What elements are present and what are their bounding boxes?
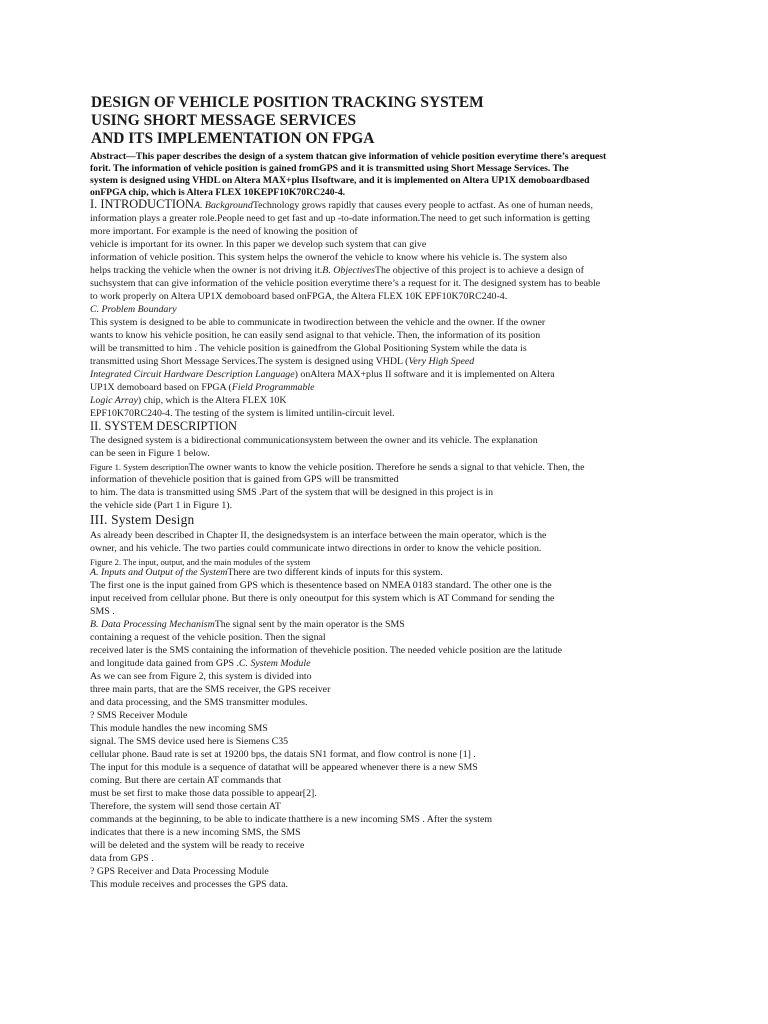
body-line: vehicle is important for its owner. In this paper we develop such system that can give: [90, 239, 427, 250]
body-line: This module handles the new incoming SMS: [90, 723, 268, 734]
body-line: signal. The SMS device used here is Siemens C35: [90, 736, 289, 747]
abstract-line: onFPGA chip, which is Altera FLEX 10KEPF10K70RC240-4.: [90, 187, 346, 198]
intro-line: [90, 198, 680, 212]
body-line: will be deleted and the system will be ready to receive: [90, 840, 305, 851]
body-line: [90, 356, 680, 368]
body-line: suchsystem that can give information of the vehicle position everytime there’s a request for it. The designed system has to beable: [90, 278, 601, 289]
list-item-gps-receiver-module: ? GPS Receiver and Data Processing Module: [90, 866, 269, 877]
body-line: containing a request of the vehicle position. Then the signal: [90, 632, 326, 643]
body-text: The objective of this project is to achieve a design of: [374, 265, 584, 276]
body-line: to him. The data is transmitted using SMS .Part of the system that will be designed in this project is in: [90, 487, 494, 498]
subsection-heading-inputs-outputs: A. Inputs and Output of the System: [90, 567, 228, 578]
subsection-heading-objectives: B. Objectives: [322, 265, 375, 276]
list-item-sms-receiver-module: ? SMS Receiver Module: [90, 710, 188, 721]
body-line: The designed system is a bidirectional communicationsystem between the owner and its vehicle. The explanation: [90, 435, 538, 446]
body-text: ) chip, which is the Altera FLEX 10K: [137, 395, 287, 406]
body-line: cellular phone. Baud rate is set at 19200 bps, the datais SN1 format, and flow control is none [1] .: [90, 749, 476, 760]
body-line: [90, 265, 680, 277]
body-line: This system is designed to be able to communicate in twodirection between the vehicle and the owner. If the owner: [90, 317, 546, 328]
body-line: Therefore, the system will send those certain AT: [90, 801, 281, 812]
abstract-line: Abstract—This paper describes the design of a system thatcan give information of vehicle position everytime there’s arequest: [90, 151, 607, 162]
body-line: [90, 658, 680, 670]
body-line: The input for this module is a sequence of datathat will be appeared whenever there is a new SMS: [90, 762, 478, 773]
body-line: [90, 619, 680, 631]
abstract-line: forit. The information of vehicle position is gained fromGPS and it is transmitted using Short Message Services. The: [90, 163, 569, 174]
body-line: The first one is the input gained from GPS which is thesentence based on NMEA 0183 standard. The other one is the: [90, 580, 552, 591]
figure-2-caption: Figure 2. The input, output, and the main modules of the system: [90, 557, 311, 567]
body-line: [90, 382, 680, 394]
body-line: three main parts, that are the SMS receiver, the GPS receiver: [90, 684, 331, 695]
abstract-line: system is designed using VHDL on Altera MAX+plus IIsoftware, and it is implemented on Altera UP1X demoboardbased: [90, 175, 590, 186]
body-line: This module receives and processes the GPS data.: [90, 879, 288, 890]
body-line: [90, 461, 680, 474]
body-line: information plays a greater role.People need to get fast and up -to-date information.The need to get such information is getting: [90, 213, 590, 224]
section-heading-system-description: II. SYSTEM DESCRIPTION: [90, 419, 237, 433]
body-text: The owner wants to know the vehicle position. Therefore he sends a signal to that vehicle. Then, the: [188, 462, 585, 473]
body-line: information of thevehicle position that is gained from GPS will be transmitted: [90, 474, 399, 485]
body-line: SMS .: [90, 606, 115, 617]
body-line: As we can see from Figure 2, this system is divided into: [90, 671, 312, 682]
body-italic-text: Field Programmable: [231, 382, 315, 393]
body-line: coming. But there are certain AT commands that: [90, 775, 282, 786]
body-line: will be transmitted to him . The vehicle position is gainedfrom the Global Positioning System while the data is: [90, 343, 527, 354]
body-italic-text: Very High Speed: [408, 356, 475, 367]
section-heading-system-design: III. System Design: [90, 512, 195, 527]
body-line: [90, 369, 680, 381]
body-line: more important. For example is the need of knowing the position of: [90, 226, 358, 237]
body-italic-text: Logic Array: [90, 395, 138, 406]
body-text: transmitted using Short Message Services.The system is designed using VHDL (: [90, 356, 409, 367]
body-line: [90, 395, 680, 407]
body-italic-text: Integrated Circuit Hardware Description Language: [90, 369, 295, 380]
body-line: EPF10K70RC240-4. The testing of the system is limited untilin-circuit level.: [90, 408, 395, 419]
body-line: can be seen in Figure 1 below.: [90, 448, 210, 459]
paper-title-line-2: USING SHORT MESSAGE SERVICES: [91, 112, 357, 129]
figure-1-caption: Figure 1. System description: [90, 462, 189, 472]
body-text: Technology grows rapidly that causes every people to actfast. As one of human needs,: [252, 200, 593, 211]
paper-title-line-3: AND ITS IMPLEMENTATION ON FPGA: [91, 130, 375, 147]
body-line: [90, 567, 680, 579]
body-line: and data processing, and the SMS transmitter modules.: [90, 697, 308, 708]
body-line: must be set first to make those data possible to appear[2].: [90, 788, 317, 799]
body-line: input received from cellular phone. But there is only oneoutput for this system which is AT Command for sending the: [90, 593, 555, 604]
body-text: UP1X demoboard based on FPGA (: [90, 382, 232, 393]
paper-title-line-1: DESIGN OF VEHICLE POSITION TRACKING SYSTEM: [91, 94, 484, 111]
body-text: There are two different kinds of inputs for this system.: [227, 567, 443, 578]
body-line: indicates that there is a new incoming SMS, the SMS: [90, 827, 301, 838]
subsection-heading-text: C. Problem Boundary: [90, 304, 177, 315]
subsection-heading-background: A. Background: [193, 200, 253, 211]
subsection-heading-system-module: C. System Module: [238, 658, 311, 669]
body-text: and longitude data gained from GPS .: [90, 658, 239, 669]
body-line: commands at the beginning, to be able to indicate thatthere is a new incoming SMS . After the system: [90, 814, 493, 825]
body-line: data from GPS .: [90, 853, 154, 864]
body-text: The signal sent by the main operator is the SMS: [214, 619, 405, 630]
subsection-heading-problem-boundary: [90, 304, 680, 316]
body-text: ) onAltera MAX+plus II software and it is implemented on Altera: [294, 369, 555, 380]
body-line: As already been described in Chapter II, the designedsystem is an interface between the main operator, which is the: [90, 530, 547, 541]
subsection-heading-data-processing: B. Data Processing Mechanism: [90, 619, 215, 630]
body-line: received later is the SMS containing the information of thevehicle position. The needed vehicle position are the latitude: [90, 645, 563, 656]
body-line: owner, and his vehicle. The two parties could communicate intwo directions in order to know the vehicle position.: [90, 543, 542, 554]
body-line: the vehicle side (Part 1 in Figure 1).: [90, 500, 233, 511]
body-text: helps tracking the vehicle when the owner is not driving it.: [90, 265, 323, 276]
body-line: wants to know his vehicle position, he can easily send asignal to that vehicle. Then, the information of its position: [90, 330, 541, 341]
body-line: information of vehicle position. This system helps the ownerof the vehicle to know where his vehicle is. The system also: [90, 252, 568, 263]
body-line: to work properly on Altera UP1X demoboard based onFPGA, the Altera FLEX 10K EPF10K70RC240-4.: [90, 291, 508, 302]
section-heading-introduction: I. INTRODUCTION: [90, 197, 194, 211]
